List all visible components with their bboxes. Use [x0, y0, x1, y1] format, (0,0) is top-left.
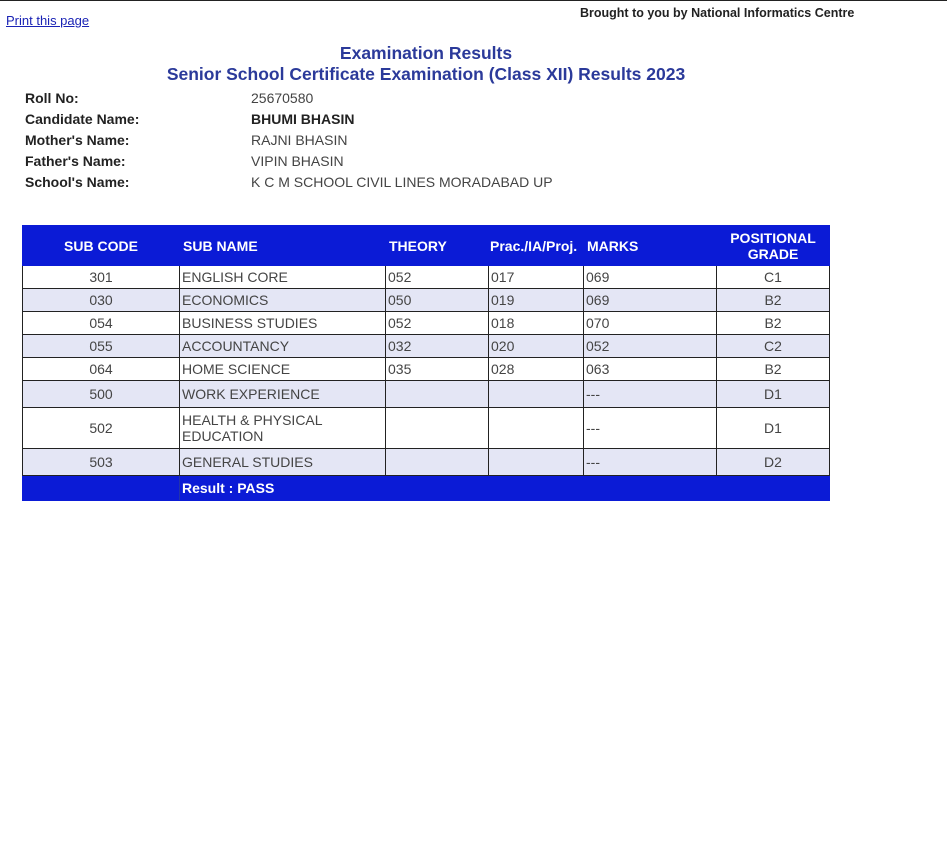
grade-cell: C2 [717, 335, 830, 358]
grade-cell: D1 [717, 381, 830, 408]
marks-cell: --- [584, 381, 717, 408]
table-row [23, 358, 830, 381]
theory-cell: 032 [386, 335, 489, 358]
theory-cell: 035 [386, 358, 489, 381]
sub-code-cell: 064 [23, 358, 180, 381]
header-marks: MARKS [584, 226, 717, 266]
mother-name-label: Mother's Name: [25, 131, 130, 148]
header-positional-grade: POSITIONAL GRADE [717, 226, 830, 266]
theory-cell [386, 408, 489, 449]
header-practical: Prac./IA/Proj. [489, 226, 584, 266]
marks-cell: 069 [584, 266, 717, 289]
sub-code-cell: 503 [23, 449, 180, 476]
practical-cell: 018 [489, 312, 584, 335]
table-header-row [23, 226, 830, 266]
print-page-link[interactable]: Print this page [6, 13, 90, 28]
sub-code-cell: 054 [23, 312, 180, 335]
father-name-label: Father's Name: [25, 153, 126, 170]
page-title: Examination Results [339, 43, 513, 63]
practical-cell: 020 [489, 335, 584, 358]
sub-code-cell: 055 [23, 335, 180, 358]
school-name-row [25, 172, 553, 193]
roll-label: Roll No: [25, 89, 79, 106]
nic-credit: Brought to you by National Informatics Centre [580, 6, 855, 20]
school-name-value: K C M SCHOOL CIVIL LINES MORADABAD UP [251, 174, 553, 191]
practical-cell [489, 449, 584, 476]
table-row [23, 312, 830, 335]
mother-name-row [25, 129, 553, 150]
sub-code-cell: 502 [23, 408, 180, 449]
school-name-label: School's Name: [25, 174, 130, 191]
table-row [23, 266, 830, 289]
result-row [23, 476, 830, 501]
grade-cell: B2 [717, 312, 830, 335]
sub-name-cell: ACCOUNTANCY [180, 335, 386, 358]
roll-value: 25670580 [251, 89, 314, 106]
sub-name-cell: HEALTH & PHYSICAL EDUCATION [180, 408, 386, 449]
sub-name-cell: ENGLISH CORE [180, 266, 386, 289]
marks-cell: 052 [584, 335, 717, 358]
practical-cell: 019 [489, 289, 584, 312]
sub-name-cell: ECONOMICS [180, 289, 386, 312]
grade-cell: D1 [717, 408, 830, 449]
sub-name-cell: HOME SCIENCE [180, 358, 386, 381]
grade-cell: D2 [717, 449, 830, 476]
sub-code-cell: 030 [23, 289, 180, 312]
sub-code-cell: 500 [23, 381, 180, 408]
table-row [23, 408, 830, 449]
candidate-name-label: Candidate Name: [25, 110, 140, 127]
results-table [22, 225, 830, 501]
result-status: Result : PASS [180, 476, 830, 501]
roll-row [25, 87, 553, 108]
sub-name-cell: GENERAL STUDIES [180, 449, 386, 476]
table-row [23, 381, 830, 408]
theory-cell: 050 [386, 289, 489, 312]
practical-cell: 017 [489, 266, 584, 289]
result-spacer-cell [23, 476, 180, 501]
practical-cell [489, 408, 584, 449]
father-name-row [25, 151, 553, 172]
table-row [23, 289, 830, 312]
header-sub-code: SUB CODE [23, 226, 180, 266]
candidate-name-value: BHUMI BHASIN [251, 110, 355, 127]
grade-cell: B2 [717, 289, 830, 312]
page-subtitle: Senior School Certificate Examination (Class XII) Results 2023 [166, 64, 686, 84]
marks-cell: --- [584, 449, 717, 476]
table-row [23, 449, 830, 476]
marks-cell: 069 [584, 289, 717, 312]
candidate-name-row [25, 108, 553, 129]
theory-cell: 052 [386, 312, 489, 335]
mother-name-value: RAJNI BHASIN [251, 131, 348, 148]
theory-cell [386, 381, 489, 408]
grade-cell: C1 [717, 266, 830, 289]
grade-cell: B2 [717, 358, 830, 381]
marks-cell: 070 [584, 312, 717, 335]
header-theory: THEORY [386, 226, 489, 266]
theory-cell [386, 449, 489, 476]
marks-cell: 063 [584, 358, 717, 381]
table-row [23, 335, 830, 358]
top-rule [0, 0, 947, 1]
father-name-value: VIPIN BHASIN [251, 153, 344, 170]
sub-name-cell: WORK EXPERIENCE [180, 381, 386, 408]
practical-cell [489, 381, 584, 408]
header-sub-name: SUB NAME [180, 226, 386, 266]
sub-code-cell: 301 [23, 266, 180, 289]
marks-cell: --- [584, 408, 717, 449]
theory-cell: 052 [386, 266, 489, 289]
practical-cell: 028 [489, 358, 584, 381]
candidate-info [25, 87, 553, 193]
sub-name-cell: BUSINESS STUDIES [180, 312, 386, 335]
